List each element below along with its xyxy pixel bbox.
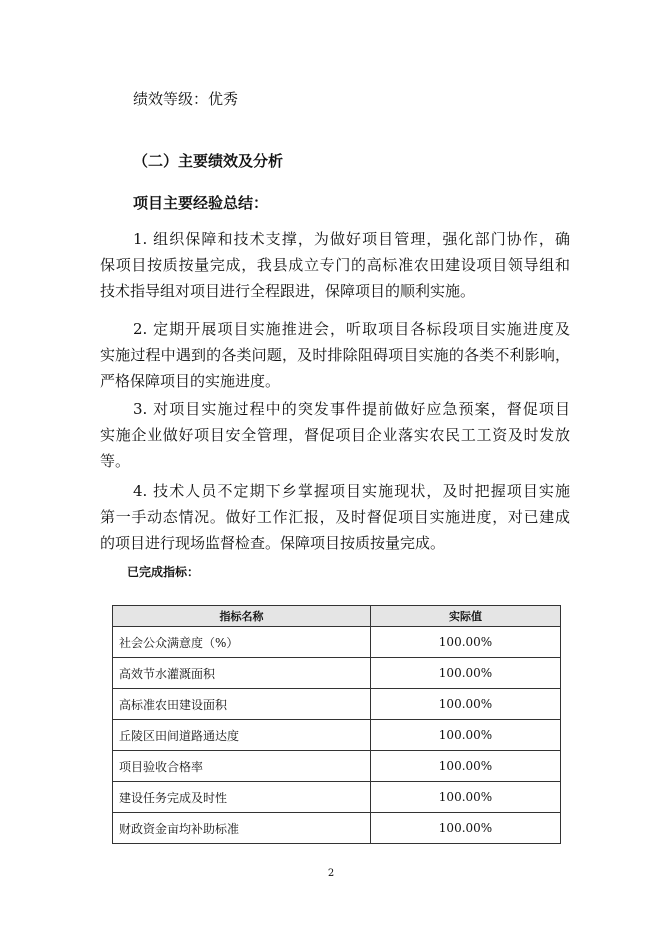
indicator-name: 高标准农田建设面积	[113, 689, 371, 720]
actual-value: 100.00%	[371, 782, 561, 813]
indicator-name: 项目验收合格率	[113, 751, 371, 782]
actual-value: 100.00%	[371, 658, 561, 689]
table-row	[113, 627, 561, 658]
indicators-table	[112, 605, 561, 844]
column-header-indicator-name: 指标名称	[113, 606, 371, 627]
table-row	[113, 751, 561, 782]
actual-value: 100.00%	[371, 689, 561, 720]
paragraph-line: 第一手动态情况。做好工作汇报，及时督促项目实施进度，对已建成	[100, 508, 570, 526]
experience-heading: 项目主要经验总结：	[133, 194, 269, 212]
paragraph-line: 1. 组织保障和技术支撑，为做好项目管理，强化部门协作，确	[133, 230, 570, 248]
paragraph-2	[100, 316, 570, 394]
actual-value: 100.00%	[371, 751, 561, 782]
indicator-name: 丘陵区田间道路通达度	[113, 720, 371, 751]
actual-value: 100.00%	[371, 813, 561, 844]
paragraph-line: 技术指导组对项目进行全程跟进，保障项目的顺利实施。	[100, 282, 476, 300]
actual-value: 100.00%	[371, 627, 561, 658]
completed-indicators-label: 已完成指标：	[127, 565, 200, 579]
page-number: 2	[327, 868, 335, 879]
indicator-name: 建设任务完成及时性	[113, 782, 371, 813]
paragraph-3	[100, 396, 570, 474]
indicator-name: 社会公众满意度（%）	[113, 627, 371, 658]
paragraph-line: 等。	[100, 452, 131, 470]
table-row	[113, 658, 561, 689]
paragraph-4	[100, 478, 570, 556]
paragraph-line: 实施过程中遇到的各类问题，及时排除阻碍项目实施的各类不利影响，	[100, 346, 570, 364]
actual-value: 100.00%	[371, 720, 561, 751]
table-row	[113, 813, 561, 844]
indicator-name: 高效节水灌溉面积	[113, 658, 371, 689]
paragraph-line: 实施企业做好项目安全管理，督促项目企业落实农民工工资及时发放	[100, 426, 570, 444]
table-row	[113, 689, 561, 720]
table-row	[113, 782, 561, 813]
paragraph-line: 3. 对项目实施过程中的突发事件提前做好应急预案，督促项目	[133, 400, 570, 418]
paragraph-line: 4. 技术人员不定期下乡掌握项目实施现状，及时把握项目实施	[133, 482, 570, 500]
table-header-row	[113, 606, 561, 627]
table-row	[113, 720, 561, 751]
paragraph-line: 严格保障项目的实施进度。	[100, 372, 281, 390]
paragraph-1	[100, 226, 570, 304]
indicator-name: 财政资金亩均补助标准	[113, 813, 371, 844]
paragraph-line: 的项目进行现场监督检查。保障项目按质按量完成。	[100, 534, 446, 552]
column-header-actual-value: 实际值	[371, 606, 561, 627]
section-heading: （二）主要绩效及分析	[133, 152, 284, 170]
performance-grade: 绩效等级：优秀	[133, 90, 239, 108]
paragraph-line: 保项目按质按量完成，我县成立专门的高标准农田建设项目领导组和	[100, 256, 570, 274]
paragraph-line: 2. 定期开展项目实施推进会，听取项目各标段项目实施进度及	[133, 320, 570, 338]
